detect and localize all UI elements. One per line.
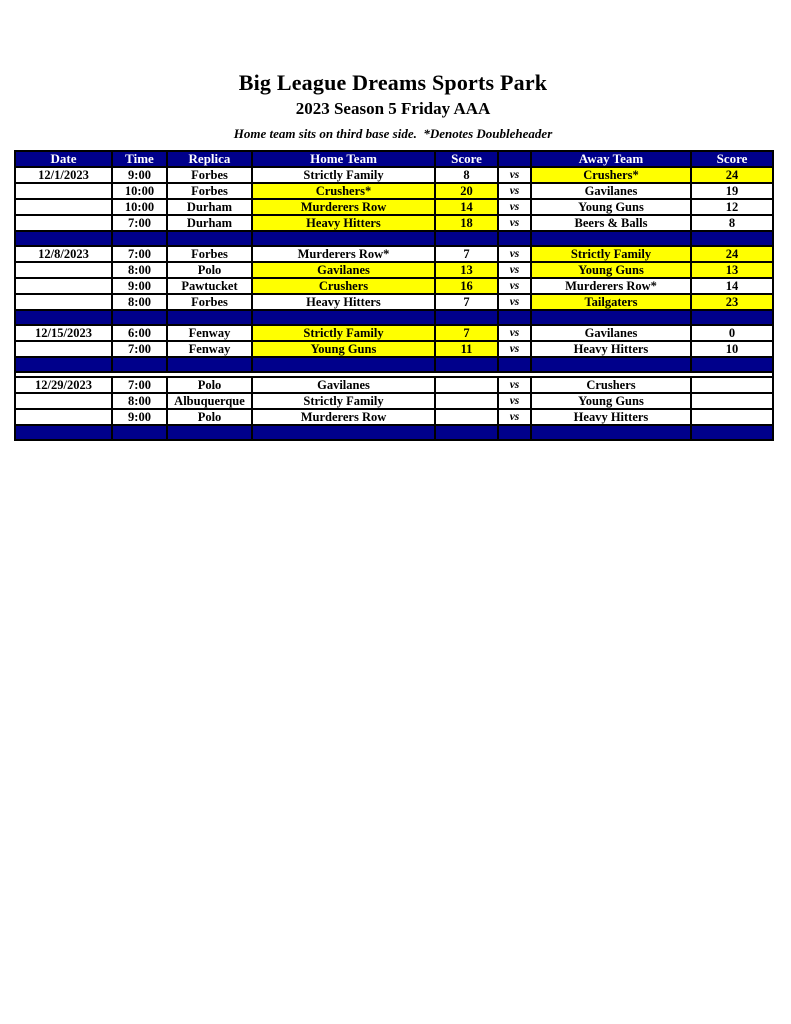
separator-cell [691,310,773,325]
away-score-cell: 14 [691,278,773,294]
away-team-cell: Murderers Row* [531,278,691,294]
away-score-cell: 0 [691,325,773,341]
time-cell: 9:00 [112,409,167,425]
separator-cell [691,357,773,372]
home-team-cell: Strictly Family [252,167,435,183]
game-row [15,246,773,262]
away-score-cell: 23 [691,294,773,310]
home-score-cell: 18 [435,215,498,231]
time-cell: 9:00 [112,278,167,294]
home-team-cell: Strictly Family [252,393,435,409]
separator-cell [15,425,112,440]
vs-cell: vs [498,246,531,262]
separator-row [15,310,773,325]
home-score-cell: 7 [435,246,498,262]
separator-cell [435,310,498,325]
date-cell: 12/29/2023 [15,377,112,393]
replica-cell: Albuquerque [167,393,252,409]
time-cell: 10:00 [112,183,167,199]
vs-cell: vs [498,377,531,393]
separator-cell [435,357,498,372]
vs-cell: vs [498,167,531,183]
separator-cell [531,231,691,246]
separator-cell [112,357,167,372]
home-team-cell: Murderers Row [252,409,435,425]
game-row [15,294,773,310]
home-team-cell: Heavy Hitters [252,215,435,231]
vs-cell: vs [498,199,531,215]
game-row [15,215,773,231]
date-cell: 12/8/2023 [15,246,112,262]
separator-cell [691,231,773,246]
separator-cell [15,357,112,372]
separator-row [15,357,773,372]
away-score-cell [691,393,773,409]
vs-cell: vs [498,393,531,409]
game-row [15,262,773,278]
separator-cell [498,310,531,325]
separator-cell [498,425,531,440]
away-score-cell: 24 [691,246,773,262]
date-cell [15,262,112,278]
separator-cell [112,231,167,246]
away-score-cell: 10 [691,341,773,357]
replica-cell: Pawtucket [167,278,252,294]
home-score-cell: 14 [435,199,498,215]
replica-cell: Fenway [167,341,252,357]
separator-cell [252,310,435,325]
separator-cell [498,231,531,246]
separator-cell [435,231,498,246]
separator-cell [167,231,252,246]
home-team-cell: Crushers* [252,183,435,199]
home-score-cell: 8 [435,167,498,183]
separator-cell [252,425,435,440]
game-row [15,377,773,393]
away-team-cell: Gavilanes [531,183,691,199]
home-score-cell: 16 [435,278,498,294]
home-team-cell: Gavilanes [252,377,435,393]
game-row [15,183,773,199]
replica-cell: Polo [167,262,252,278]
away-score-cell: 24 [691,167,773,183]
replica-cell: Durham [167,199,252,215]
game-row [15,409,773,425]
date-cell [15,183,112,199]
game-row [15,325,773,341]
separator-cell [531,310,691,325]
page-note: Home team sits on third base side. *Denotes Doubleheader [233,126,553,141]
vs-cell: vs [498,409,531,425]
time-cell: 8:00 [112,294,167,310]
date-cell: 12/1/2023 [15,167,112,183]
away-score-cell: 12 [691,199,773,215]
replica-cell: Forbes [167,167,252,183]
date-cell: 12/15/2023 [15,325,112,341]
away-team-cell: Young Guns [531,393,691,409]
home-team-cell: Strictly Family [252,325,435,341]
away-team-cell: Beers & Balls [531,215,691,231]
vs-cell: vs [498,278,531,294]
date-cell [15,393,112,409]
vs-cell: vs [498,341,531,357]
date-cell [15,278,112,294]
separator-cell [15,231,112,246]
vs-cell: vs [498,215,531,231]
away-team-cell: Strictly Family [531,246,691,262]
home-team-cell: Murderers Row [252,199,435,215]
away-team-cell: Heavy Hitters [531,409,691,425]
separator-cell [691,425,773,440]
schedule-sheet [0,0,772,441]
away-team-cell: Tailgaters [531,294,691,310]
away-team-cell: Crushers [531,377,691,393]
away-score-cell: 8 [691,215,773,231]
home-score-cell: 7 [435,294,498,310]
time-cell: 6:00 [112,325,167,341]
home-score-cell: 7 [435,325,498,341]
game-row [15,199,773,215]
separator-cell [498,357,531,372]
separator-cell [252,231,435,246]
separator-cell [435,425,498,440]
separator-cell [112,310,167,325]
vs-cell: vs [498,325,531,341]
home-team-cell: Young Guns [252,341,435,357]
header-home-score: Score [435,151,498,167]
header-away-score: Score [691,151,773,167]
header-date: Date [15,151,112,167]
home-score-cell: 20 [435,183,498,199]
vs-cell: vs [498,183,531,199]
away-team-cell: Heavy Hitters [531,341,691,357]
replica-cell: Forbes [167,294,252,310]
date-cell [15,294,112,310]
date-cell [15,341,112,357]
home-team-cell: Murderers Row* [252,246,435,262]
separator-cell [112,425,167,440]
replica-cell: Forbes [167,183,252,199]
replica-cell: Forbes [167,246,252,262]
home-score-cell [435,409,498,425]
separator-cell [167,310,252,325]
header-vs [498,151,531,167]
date-cell [15,409,112,425]
separator-cell [167,357,252,372]
header-home-team: Home Team [252,151,435,167]
separator-row [15,425,773,440]
separator-cell [531,425,691,440]
header-replica: Replica [167,151,252,167]
time-cell: 9:00 [112,167,167,183]
home-score-cell [435,377,498,393]
home-team-cell: Gavilanes [252,262,435,278]
game-row [15,393,773,409]
away-team-cell: Young Guns [531,262,691,278]
separator-cell [531,357,691,372]
page-subtitle: 2023 Season 5 Friday AAA [295,99,491,118]
time-cell: 7:00 [112,377,167,393]
header-time: Time [112,151,167,167]
separator-cell [167,425,252,440]
vs-cell: vs [498,262,531,278]
away-team-cell: Gavilanes [531,325,691,341]
replica-cell: Durham [167,215,252,231]
replica-cell: Polo [167,377,252,393]
time-cell: 7:00 [112,341,167,357]
home-score-cell [435,393,498,409]
time-cell: 8:00 [112,393,167,409]
date-cell [15,215,112,231]
time-cell: 8:00 [112,262,167,278]
game-row [15,167,773,183]
time-cell: 7:00 [112,246,167,262]
home-score-cell: 13 [435,262,498,278]
away-team-cell: Crushers* [531,167,691,183]
away-score-cell [691,377,773,393]
vs-cell: vs [498,294,531,310]
home-team-cell: Crushers [252,278,435,294]
title-block [14,70,772,141]
home-score-cell: 11 [435,341,498,357]
page-title: Big League Dreams Sports Park [238,70,548,95]
header-away-team: Away Team [531,151,691,167]
away-score-cell: 13 [691,262,773,278]
replica-cell: Polo [167,409,252,425]
replica-cell: Fenway [167,325,252,341]
away-score-cell [691,409,773,425]
time-cell: 7:00 [112,215,167,231]
schedule-body [15,167,773,440]
away-team-cell: Young Guns [531,199,691,215]
table-header-row [15,151,773,167]
separator-row [15,231,773,246]
schedule-table [14,150,774,441]
away-score-cell: 19 [691,183,773,199]
separator-cell [15,310,112,325]
time-cell: 10:00 [112,199,167,215]
game-row [15,341,773,357]
separator-cell [252,357,435,372]
game-row [15,278,773,294]
date-cell [15,199,112,215]
home-team-cell: Heavy Hitters [252,294,435,310]
